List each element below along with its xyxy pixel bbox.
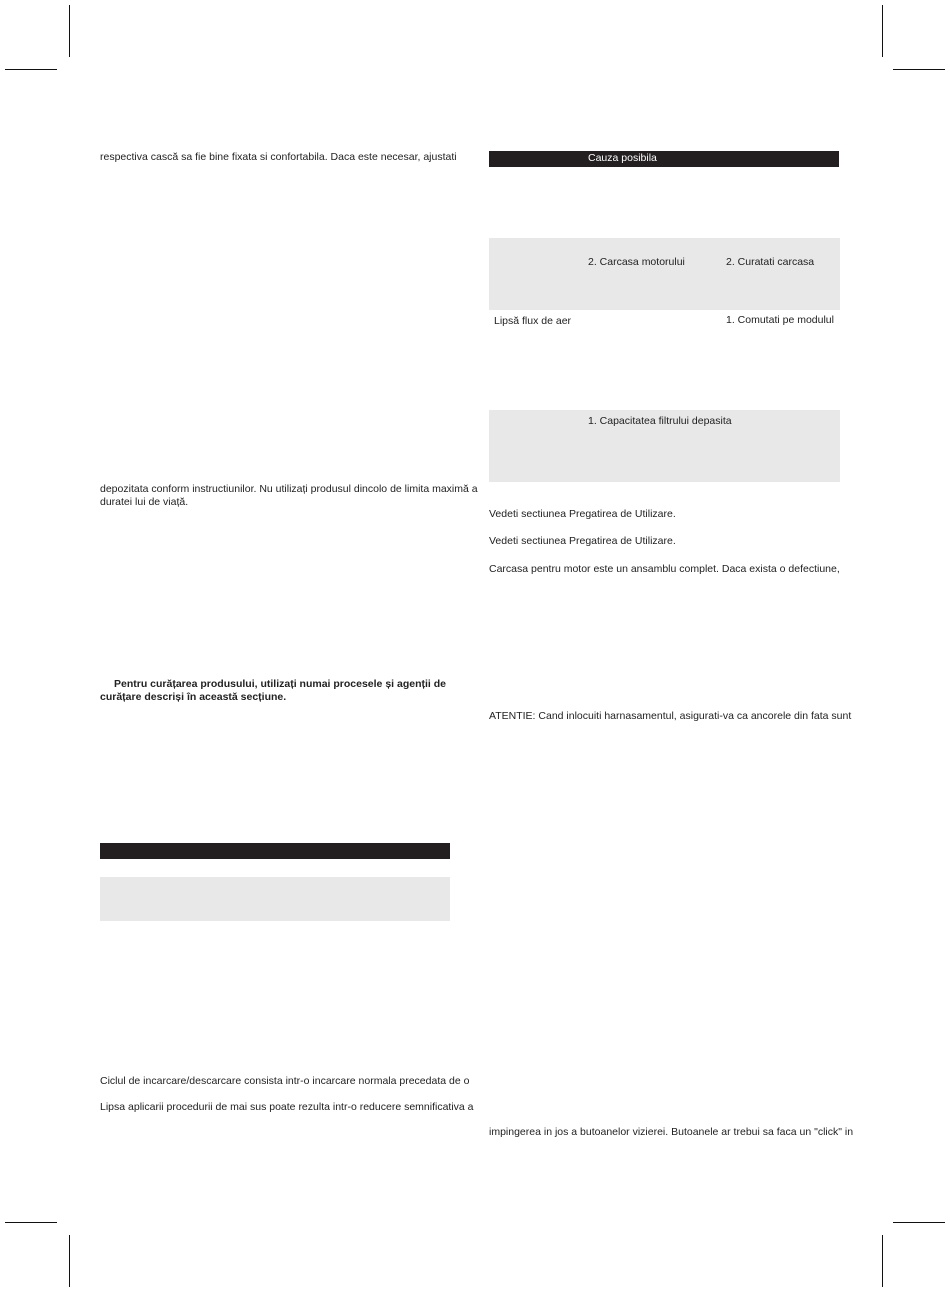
left-text-storage-line1: depozitata conform instructiunilor. Nu utilizați produsul dincolo de limita maximă a (100, 483, 478, 495)
cleaning-notice-line1: Pentru curățarea produsului, utilizați numai procesele și agenții de (114, 678, 446, 690)
left-text-procedure-failure: Lipsa aplicarii procedurii de mai sus poate rezulta intr-o reducere semnificativa a (100, 1101, 474, 1113)
right-text-motor-housing: Carcasa pentru motor este un ansamblu complet. Daca exista o defectiune, (489, 563, 840, 575)
crop-mark-tl-vertical (69, 5, 70, 57)
left-table-row (100, 877, 450, 921)
cleaning-notice-line2: curățare descriși în această secțiune. (100, 691, 287, 703)
row-airflow-remedy: 1. Comutati pe modulul (726, 314, 834, 326)
left-text-storage-line2: duratei lui de viață. (100, 496, 189, 508)
left-text-charge-cycle: Ciclul de incarcare/descarcare consista intr-o incarcare normala precedata de o (100, 1075, 470, 1087)
crop-mark-bl-horizontal (5, 1222, 57, 1223)
crop-mark-br-horizontal (893, 1222, 945, 1223)
right-text-warning: ATENTIE: Cand inlocuiti harnasamentul, asigurati-va ca ancorele din fata sunt (489, 710, 852, 722)
crop-mark-tr-horizontal (893, 69, 945, 70)
troubleshooting-header-cause: Cauza posibila (588, 152, 657, 164)
row-filter-cause: 1. Capacitatea filtrului depasita (588, 415, 732, 427)
crop-mark-tl-horizontal (5, 69, 57, 70)
crop-mark-bl-vertical (69, 1235, 70, 1287)
left-table-header-bar (100, 843, 450, 859)
crop-mark-tr-vertical (882, 5, 883, 57)
crop-mark-br-vertical (882, 1235, 883, 1287)
right-text-see-section-1: Vedeti sectiunea Pregatirea de Utilizare. (489, 508, 676, 520)
troubleshooting-header-bar (489, 151, 839, 167)
row-airflow-problem: Lipsă flux de aer (494, 315, 572, 327)
troubleshooting-row-motor (489, 238, 840, 310)
left-text-helmet-fit: respectiva cască sa fie bine fixata si confortabila. Daca este necesar, ajustati (100, 151, 457, 163)
right-text-visor-buttons: impingerea in jos a butoanelor vizierei. Butoanele ar trebui sa faca un "click" in (489, 1126, 854, 1138)
row-motor-remedy: 2. Curatati carcasa (726, 256, 815, 268)
right-text-see-section-2: Vedeti sectiunea Pregatirea de Utilizare. (489, 535, 676, 547)
row-motor-cause: 2. Carcasa motorului (588, 256, 685, 268)
